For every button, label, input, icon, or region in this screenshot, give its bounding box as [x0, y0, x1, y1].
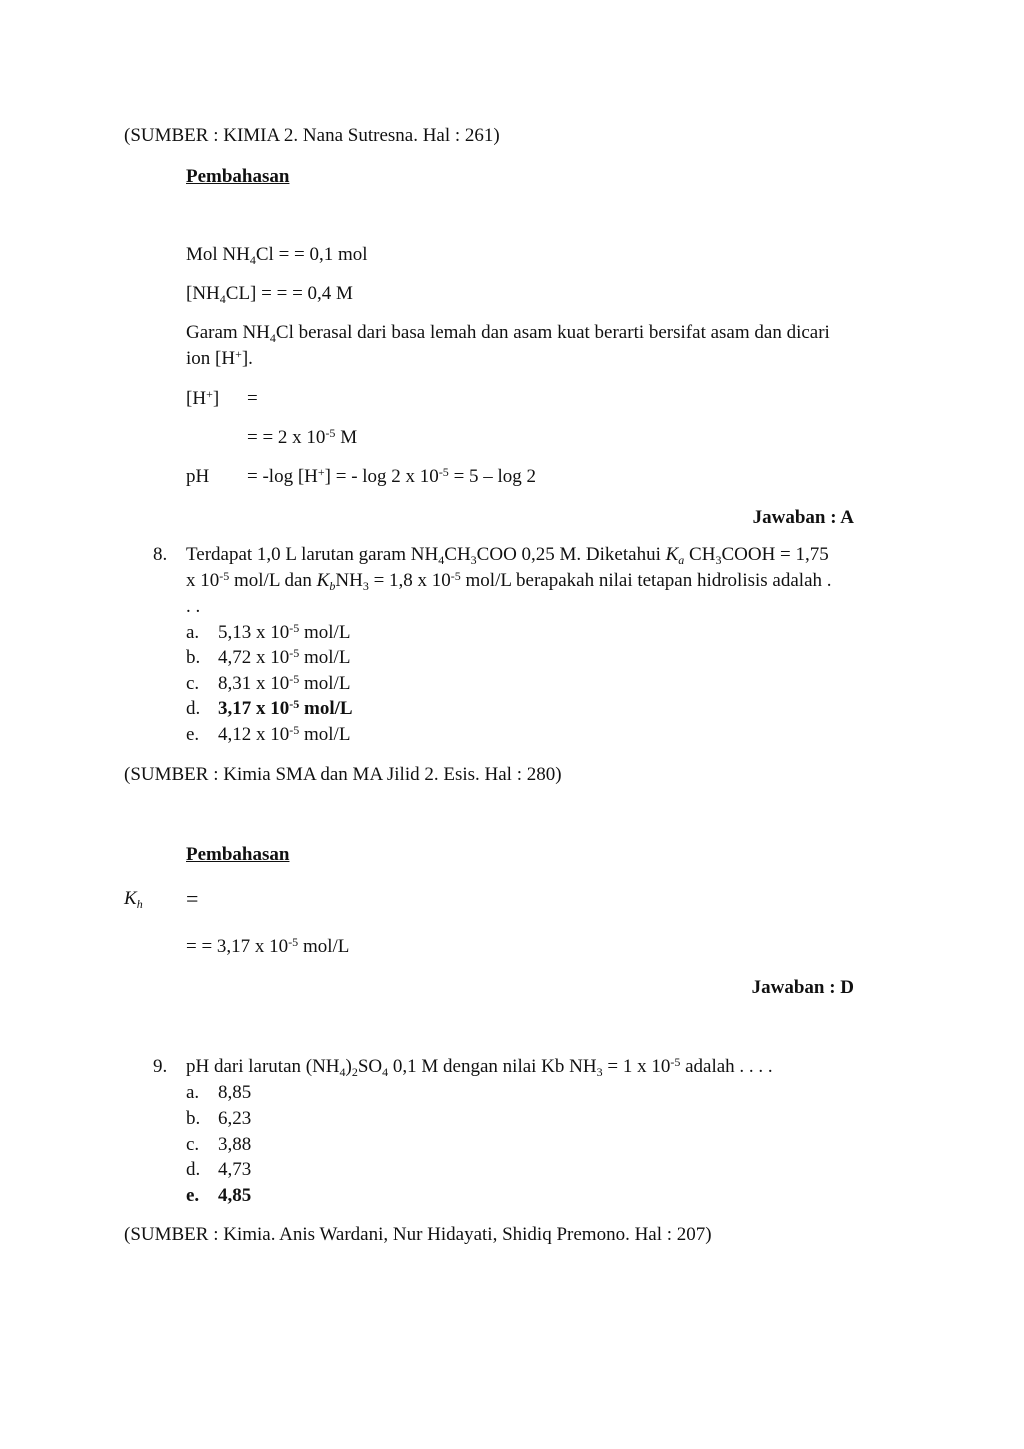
- question-8-option-a: a. 5,13 x $10^{-5}$ mol/L: [186, 621, 351, 643]
- source-citation-3: (SUMBER : Kimia. Anis Wardani, Nur Hidayati, Shidiq Premono. Hal : 207): [124, 1224, 712, 1245]
- question-8-option-c: c. 8,31 x $10^{-5}$ mol/L: [186, 672, 351, 694]
- question-8-number: 8.: [153, 544, 168, 565]
- ph-calculation: = -log [H+] = - log 2 x $10^{-5} = 5 - \log 2$: [247, 465, 537, 487]
- ph-label: pH: [186, 466, 210, 487]
- question-9-number: 9.: [153, 1056, 168, 1077]
- kh-label: $K_h$: [124, 888, 143, 911]
- question-8-option-b: b. 4,72 x $10^{-5}$ mol/L: [186, 646, 351, 668]
- kh-result: = = 3,17 x $10^{-5}$ mol/L: [186, 935, 350, 957]
- question-9-option-a: a. 8,85: [186, 1082, 252, 1103]
- question-9-text: pH dari larutan $(NH_4)_2SO_4$ 0,1 M dengan nilai Kb $NH_3 = 1$ x $10^{-5}$ adalah . . . .: [186, 1055, 773, 1079]
- pembahasan-heading-2: Pembahasan: [186, 844, 290, 865]
- answer-d: Jawaban : D: [751, 977, 854, 998]
- source-citation-2: (SUMBER : Kimia SMA dan MA Jilid 2. Esis. Hal : 280): [124, 764, 562, 785]
- source-citation-1: (SUMBER : KIMIA 2. Nana Sutresna. Hal : 261): [124, 125, 500, 146]
- question-8-line-2: x $10^{-5}$ mol/L dan $K_bNH_3 = 1,8$ x $10^{-5}$ mol/L berapakah nilai tetapan hidrolisis adalah .: [186, 569, 832, 593]
- h-ion-label: [H+]: [186, 387, 220, 409]
- kh-equals: =: [186, 886, 199, 911]
- question-9-option-e: e. 4,85: [186, 1185, 252, 1206]
- question-9-option-d: d. 4,73: [186, 1159, 252, 1180]
- mol-nh4cl-line: Mol $NH_4Cl$ = = 0,1 mol: [186, 244, 368, 267]
- question-9-option-b: b. 6,23: [186, 1108, 252, 1129]
- question-8-option-e: e. 4,12 x $10^{-5}$ mol/L: [186, 723, 351, 745]
- answer-a: Jawaban : A: [752, 507, 854, 528]
- question-9-option-c: c. 3,88: [186, 1134, 252, 1155]
- concentration-line: $[NH_4CL]$ = = = 0,4 M: [186, 283, 353, 306]
- garam-explanation-line-2: ion [H+].: [186, 347, 253, 369]
- question-8-line-1: Terdapat 1,0 L larutan garam $NH_4CH_3COO$ 0,25 M. Diketahui $K_a$ $CH_3COOH = 1,75$: [186, 544, 829, 567]
- question-8-option-d: d. 3,17 x $10^{-5}$ mol/L: [186, 697, 353, 719]
- question-8-line-3: . .: [186, 596, 201, 617]
- pembahasan-heading-1: Pembahasan: [186, 166, 290, 187]
- garam-explanation-line-1: Garam $NH_4Cl$ berasal dari basa lemah dan asam kuat berarti bersifat asam dan dicari: [186, 322, 830, 345]
- h-ion-equals: =: [247, 388, 258, 409]
- h-ion-result: = = 2 x $10^{-5}$ M: [247, 426, 358, 448]
